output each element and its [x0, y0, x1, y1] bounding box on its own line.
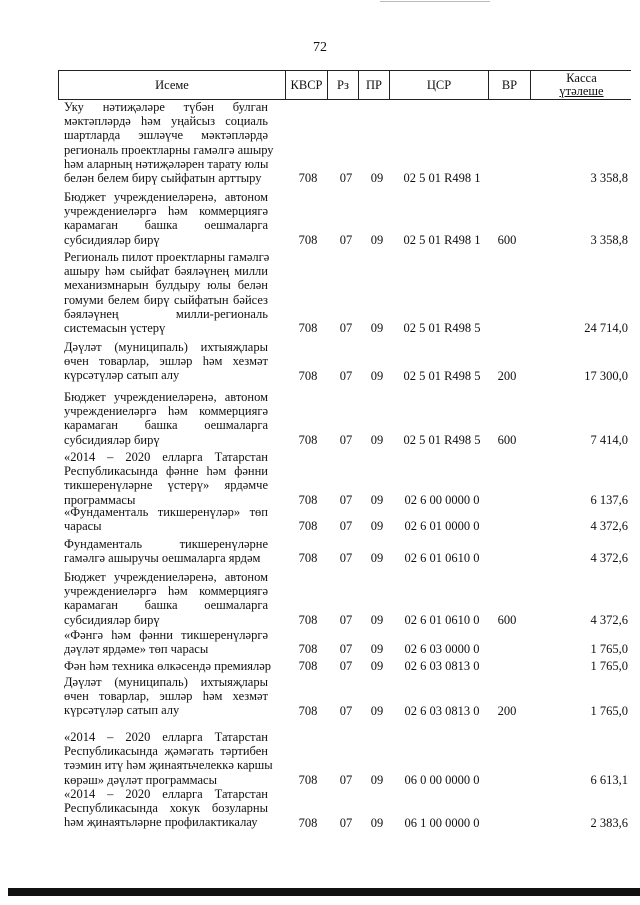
page-bottom-border [8, 888, 640, 896]
cell-csr: 02 5 01 R498 1 [403, 232, 481, 247]
row-name [64, 537, 268, 565]
cell-csr: 02 5 01 R498 5 [403, 321, 481, 336]
cell-pr: 09 [370, 659, 384, 674]
table-row [0, 450, 640, 507]
cell-kassa: 3 358,8 [590, 171, 628, 186]
row-name-line: программасы [64, 492, 136, 507]
cell-kvsr: 708 [298, 432, 318, 447]
row-name-line: «2014 – 2020 елларга Татарстан [64, 787, 268, 801]
cell-pr: 09 [370, 368, 384, 383]
row-name-line: карамаган башка оешмаларга [64, 218, 268, 233]
row-name [64, 628, 268, 656]
cell-csr: 02 5 01 R498 5 [403, 432, 481, 447]
row-name-line: учреждениеләргә һәм коммерциягә [64, 404, 268, 419]
cell-kvsr: 708 [298, 659, 318, 674]
row-name-line: субсидияләр бирү [64, 232, 160, 247]
row-name-line: учреждениеләргә һәм коммерциягә [64, 584, 268, 599]
table-row [0, 190, 640, 247]
row-name-line: механизмнарын булдыру юлы белән [64, 278, 268, 293]
cell-rz: 07 [339, 612, 353, 627]
cell-pr: 09 [370, 519, 384, 534]
cell-rz: 07 [339, 321, 353, 336]
cell-rz: 07 [339, 642, 353, 657]
cell-rz: 07 [339, 232, 353, 247]
header-csr: ЦСР [390, 71, 489, 99]
row-name [64, 730, 273, 787]
cell-kvsr: 708 [298, 492, 318, 507]
row-name [64, 100, 274, 186]
row-name-line: Дәүләт (муниципаль) ихтыяҗлары [64, 675, 268, 689]
row-name [64, 190, 268, 247]
row-name-line: Фән һәм техника өлкәсендә премияләр [64, 659, 272, 673]
table-row [0, 100, 640, 185]
row-name [64, 390, 268, 447]
cell-kassa: 6 613,1 [590, 772, 628, 787]
cell-vr: 200 [497, 368, 517, 383]
header-kassa-line2: үтәлеше [559, 84, 604, 98]
cell-pr: 09 [370, 772, 384, 787]
cell-kassa: 4 372,6 [590, 551, 628, 566]
row-name-line: һәм җинаятьләрне профилактикалау [64, 815, 258, 830]
cell-pr: 09 [370, 703, 384, 718]
row-name-line: бәяләүнең милли-региональ [64, 306, 268, 321]
row-name-line: Республикасында хокук бозуларны [64, 801, 268, 816]
cell-kvsr: 708 [298, 612, 318, 627]
cell-kassa: 7 414,0 [590, 432, 628, 447]
row-name [64, 505, 268, 533]
row-name [64, 450, 268, 507]
row-name-line: гамәлгә ашыручы оешмаларга ярдәм [64, 551, 261, 566]
cell-rz: 07 [339, 772, 353, 787]
row-name-line: көрәш» дәүләт программасы [64, 772, 217, 787]
header-kassa [531, 71, 632, 99]
row-name-line: «2014 – 2020 елларга Татарстан [64, 730, 268, 744]
row-name-line: өчен товарлар, эшләр һәм хезмәт [64, 689, 268, 704]
row-name-line: Бюджет учреждениеләренә, автоном [64, 190, 268, 204]
cell-csr: 02 6 03 0000 0 [404, 642, 480, 657]
cell-vr: 200 [497, 703, 517, 718]
table-row [0, 628, 640, 656]
row-name [64, 675, 268, 718]
cell-csr: 06 0 00 0000 0 [404, 772, 480, 787]
row-name-line: дәүләт ярдәме» төп чарасы [64, 642, 209, 657]
row-name-line: «2014 – 2020 елларга Татарстан [64, 450, 268, 464]
cell-rz: 07 [339, 815, 353, 830]
row-name-line: шартларда эшләүче мәктәпләрдә [64, 128, 268, 143]
row-name-line: күрсәтүләр сатып алу [64, 703, 180, 718]
table-row [0, 787, 640, 830]
cell-pr: 09 [370, 432, 384, 447]
row-name [64, 659, 272, 673]
table-row [0, 250, 640, 335]
cell-pr: 09 [370, 492, 384, 507]
table-row [0, 537, 640, 565]
cell-kvsr: 708 [298, 368, 318, 383]
row-name-line: мәктәпләрдә һәм уңайсыз социаль [64, 114, 268, 129]
row-name-line: тикшеренүләрне үстерү» ярдәмче [64, 478, 268, 493]
row-name-line: региональ проектларны гамәлгә ашыру [64, 142, 274, 157]
cell-kassa: 1 765,0 [590, 659, 628, 674]
table-row [0, 730, 640, 787]
row-name [64, 250, 268, 335]
row-name-line: субсидияләр бирү [64, 612, 160, 627]
cell-kvsr: 708 [298, 703, 318, 718]
header-kassa-line1: Касса [566, 71, 597, 85]
cell-kassa: 4 372,6 [590, 519, 628, 534]
table-row [0, 505, 640, 533]
cell-pr: 09 [370, 612, 384, 627]
cell-kassa: 24 714,0 [584, 321, 628, 336]
cell-kvsr: 708 [298, 815, 318, 830]
cell-kvsr: 708 [298, 519, 318, 534]
row-name [64, 340, 268, 383]
row-name-line: чарасы [64, 519, 102, 534]
row-name-line: системасын үстерү [64, 321, 166, 336]
cell-kassa: 3 358,8 [590, 232, 628, 247]
table-row [0, 659, 640, 673]
header-rz: Рз [328, 71, 359, 99]
table-row [0, 340, 640, 383]
row-name-line: Бюджет учреждениеләренә, автоном [64, 570, 268, 584]
cell-csr: 02 6 03 0813 0 [404, 659, 480, 674]
row-name-line: Уку нәтиҗәләре түбән булган [64, 100, 268, 114]
cell-kvsr: 708 [298, 642, 318, 657]
row-name-line: «Фундаменталь тикшеренүләр» төп [64, 505, 268, 519]
cell-vr: 600 [497, 232, 517, 247]
header-vr: ВР [489, 71, 531, 99]
row-name-line: тәэмин итү һәм җинаятьчелеккә каршы [64, 758, 273, 773]
cell-kvsr: 708 [298, 171, 318, 186]
cell-pr: 09 [370, 815, 384, 830]
row-name-line: Фундаменталь тикшеренүләрне [64, 537, 268, 551]
cell-kassa: 1 765,0 [590, 703, 628, 718]
cell-pr: 09 [370, 551, 384, 566]
header-name: Исеме [59, 71, 286, 99]
table-row [0, 570, 640, 627]
row-name-line: белән белем бирү сыйфатын арттыру [64, 171, 262, 186]
cell-csr: 02 6 01 0000 0 [404, 519, 480, 534]
row-name-line: карамаган башка оешмаларга [64, 418, 268, 433]
table-row [0, 675, 640, 718]
row-name [64, 787, 268, 830]
row-name-line: Дәүләт (муниципаль) ихтыяҗлары [64, 340, 268, 354]
cell-rz: 07 [339, 551, 353, 566]
cell-pr: 09 [370, 642, 384, 657]
cell-csr: 02 6 01 0610 0 [404, 551, 480, 566]
cell-kvsr: 708 [298, 772, 318, 787]
cell-csr: 02 6 01 0610 0 [404, 612, 480, 627]
cell-vr: 600 [497, 612, 517, 627]
cell-rz: 07 [339, 492, 353, 507]
cell-vr: 600 [497, 432, 517, 447]
page-number: 72 [313, 40, 327, 55]
row-name-line: ашыру һәм сыйфат бәяләүнең милли [64, 264, 268, 279]
row-name-line: учреждениеләргә һәм коммерциягә [64, 204, 268, 219]
top-margin-line [380, 1, 490, 2]
table-header [58, 70, 631, 100]
row-name-line: субсидияләр бирү [64, 432, 160, 447]
cell-rz: 07 [339, 368, 353, 383]
cell-kassa: 17 300,0 [584, 368, 628, 383]
cell-kassa: 6 137,6 [590, 492, 628, 507]
cell-csr: 02 6 03 0813 0 [404, 703, 480, 718]
cell-csr: 02 6 00 0000 0 [404, 492, 480, 507]
row-name [64, 570, 268, 627]
row-name-line: Республикасында җәмәгать тәртибен [64, 744, 268, 759]
cell-pr: 09 [370, 321, 384, 336]
row-name-line: гомуми белем бирү сыйфатын бәйсез [64, 292, 268, 307]
row-name-line: карамаган башка оешмаларга [64, 598, 268, 613]
row-name-line: Бюджет учреждениеләренә, автоном [64, 390, 268, 404]
cell-rz: 07 [339, 519, 353, 534]
cell-kassa: 4 372,6 [590, 612, 628, 627]
cell-rz: 07 [339, 432, 353, 447]
cell-kvsr: 708 [298, 232, 318, 247]
row-name-line: Республикасында фәнне һәм фәнни [64, 464, 268, 479]
row-name-line: Региональ пилот проектларны гамәлгә [64, 250, 270, 264]
table-row [0, 390, 640, 447]
cell-rz: 07 [339, 659, 353, 674]
cell-rz: 07 [339, 171, 353, 186]
header-pr: ПР [359, 71, 390, 99]
cell-csr: 06 1 00 0000 0 [404, 815, 480, 830]
cell-csr: 02 5 01 R498 5 [403, 368, 481, 383]
cell-kassa: 1 765,0 [590, 642, 628, 657]
row-name-line: һәм аларның нәтиҗәләрен тарату юлы [64, 156, 269, 171]
cell-kvsr: 708 [298, 321, 318, 336]
row-name-line: өчен товарлар, эшләр һәм хезмәт [64, 354, 268, 369]
row-name-line: «Фәнгә һәм фәнни тикшеренүләргә [64, 628, 268, 642]
row-name-line: күрсәтүләр сатып алу [64, 368, 180, 383]
cell-csr: 02 5 01 R498 1 [403, 171, 481, 186]
cell-pr: 09 [370, 232, 384, 247]
cell-kassa: 2 383,6 [590, 815, 628, 830]
cell-kvsr: 708 [298, 551, 318, 566]
cell-pr: 09 [370, 171, 384, 186]
header-kvsr: КВСР [286, 71, 328, 99]
cell-rz: 07 [339, 703, 353, 718]
